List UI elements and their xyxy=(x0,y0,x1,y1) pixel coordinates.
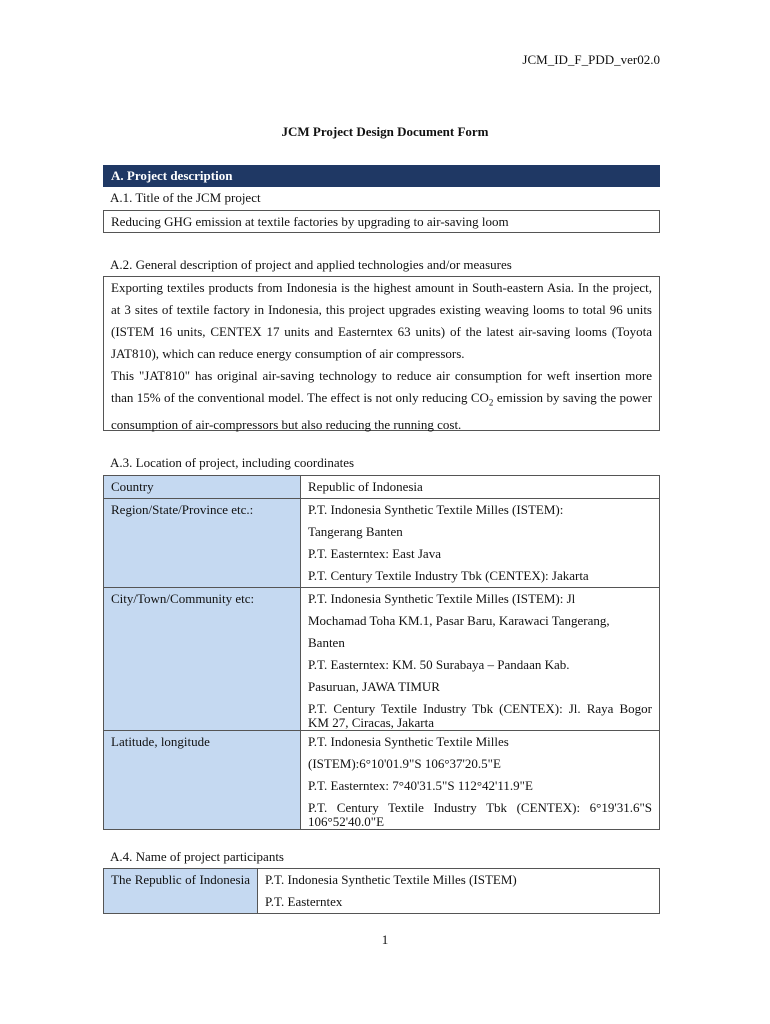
a2-paragraph-2-text: This "JAT810" has original air-saving technology to reduce air consumption for weft insertion more than 15% of the conventional model. The effect is not only reducing CO xyxy=(111,368,652,405)
city-line: P.T. Indonesia Synthetic Textile Milles (ISTEM): Jl xyxy=(308,591,576,606)
country-value: Republic of Indonesia xyxy=(301,476,660,499)
table-row xyxy=(104,499,660,588)
table-row xyxy=(104,731,660,830)
party-name: The Republic of Indonesia xyxy=(111,872,250,887)
city-line: Banten xyxy=(308,635,345,650)
party-key xyxy=(104,869,258,914)
region-value xyxy=(301,499,660,588)
a3-label: A.3. Location of project, including coordinates xyxy=(110,455,355,470)
a2-paragraph-2 xyxy=(111,365,652,436)
a2-label: A.2. General description of project and applied technologies and/or measures xyxy=(110,257,512,272)
participants-value xyxy=(258,869,660,914)
country-key: Country xyxy=(104,476,301,499)
a2-paragraph-1: Exporting textiles products from Indonesia is the highest amount in South-eastern Asia. In the project, at 3 sites of textile factory in Indonesia, this project upgrades existing weaving looms to total 96 units (ISTEM 16 units, CENTEX 17 units and Easterntex 63 units) of the latest air-saving looms (Toyota JAT810), which can reduce energy consumption of air compressors. xyxy=(111,280,652,361)
a4-label: A.4. Name of project participants xyxy=(110,849,284,864)
city-line-centex: P.T. Century Textile Industry Tbk (CENTEX): Jl. Raya Bogor KM 27, Ciracas, Jakarta xyxy=(308,701,652,730)
a2-paragraph-2-text-end: emission by saving the power consumption of air-compressors but also reducing the running cost. xyxy=(111,390,652,432)
latlon-line: P.T. Indonesia Synthetic Textile Milles xyxy=(308,734,509,749)
participant-line: P.T. Easterntex xyxy=(265,894,343,909)
region-key: Region/State/Province etc.: xyxy=(104,499,301,588)
participants-table xyxy=(103,868,660,914)
a1-title-value: Reducing GHG emission at textile factories by upgrading to air-saving loom xyxy=(111,214,509,229)
table-row xyxy=(104,869,660,914)
co2-subscript: 2 xyxy=(488,397,494,408)
city-line: Pasuruan, JAWA TIMUR xyxy=(308,679,440,694)
latlon-line: (ISTEM):6°10'01.9"S 106°37'20.5"E xyxy=(308,756,501,771)
region-line: P.T. Easterntex: East Java xyxy=(308,546,441,561)
a1-title-box xyxy=(103,210,660,233)
latlon-line: P.T. Easterntex: 7°40'31.5"S 112°42'11.9"E xyxy=(308,778,533,793)
a2-description-box xyxy=(103,276,660,431)
city-key: City/Town/Community etc: xyxy=(104,588,301,731)
latlon-value xyxy=(301,731,660,830)
section-heading-project-description: A. Project description xyxy=(103,165,660,187)
document-reference: JCM_ID_F_PDD_ver02.0 xyxy=(522,52,660,67)
city-line: P.T. Easterntex: KM. 50 Surabaya – Pandaan Kab. xyxy=(308,657,570,672)
latlon-line-centex: P.T. Century Textile Industry Tbk (CENTEX): 6°19'31.6"S 106°52'40.0"E xyxy=(308,800,652,829)
latlon-key: Latitude, longitude xyxy=(104,731,301,830)
a1-label: A.1. Title of the JCM project xyxy=(110,190,261,205)
table-row xyxy=(104,476,660,499)
city-line: Mochamad Toha KM.1, Pasar Baru, Karawaci Tangerang, xyxy=(308,613,610,628)
region-line: P.T. Indonesia Synthetic Textile Milles (ISTEM): xyxy=(308,502,564,517)
location-table xyxy=(103,475,660,830)
participant-line: P.T. Indonesia Synthetic Textile Milles (ISTEM) xyxy=(265,872,517,887)
table-row xyxy=(104,588,660,731)
document-title: JCM Project Design Document Form xyxy=(281,124,489,139)
page-number: 1 xyxy=(381,932,389,947)
region-line: Tangerang Banten xyxy=(308,524,403,539)
region-line: P.T. Century Textile Industry Tbk (CENTEX): Jakarta xyxy=(308,568,589,583)
city-value xyxy=(301,588,660,731)
